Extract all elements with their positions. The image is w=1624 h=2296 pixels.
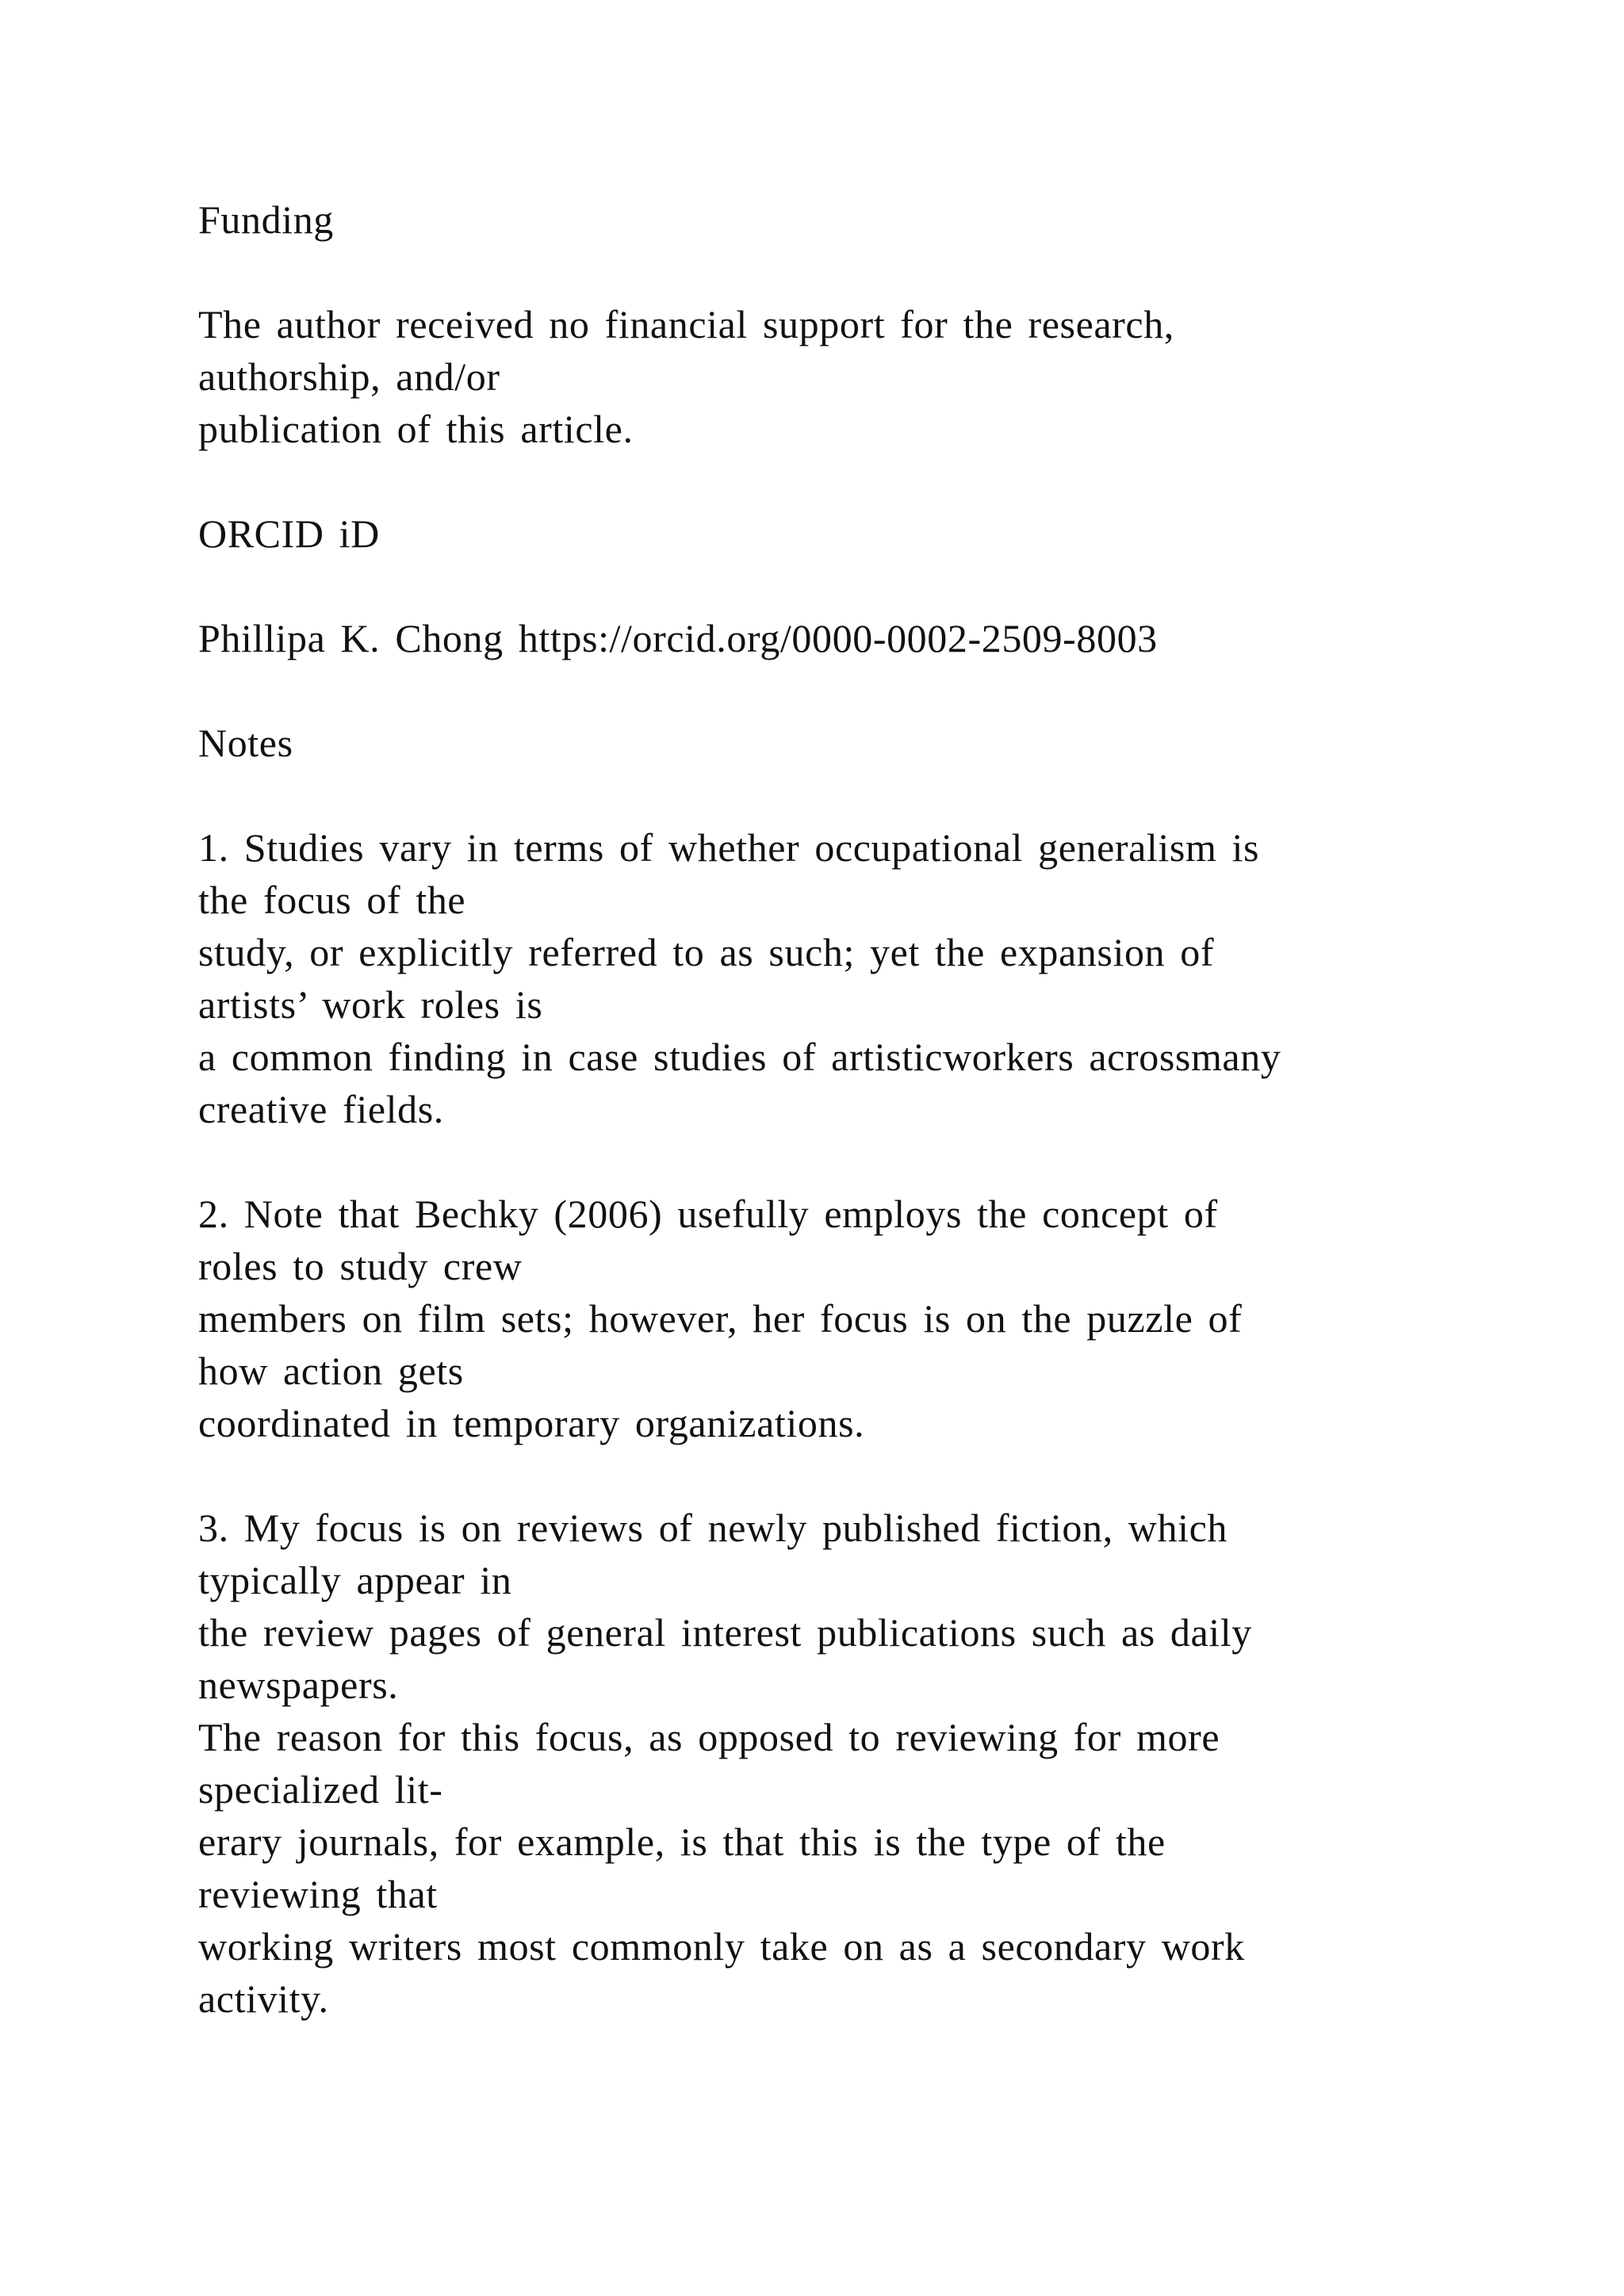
spacer [198,769,1435,821]
spacer [198,1449,1435,1502]
note-2-line: how action gets [198,1349,464,1393]
spacer [198,664,1435,717]
note-3-line: The reason for this focus, as opposed to reviewing for more [198,1715,1220,1759]
funding-text-line: authorship, and/or [198,354,500,399]
spacer [198,560,1435,612]
note-2-line: roles to study crew [198,1244,523,1288]
note-2-line: coordinated in temporary organizations. [198,1401,865,1445]
orcid-heading: ORCID iD [198,511,380,556]
note-3-line: reviewing that [198,1872,438,1916]
note-1-line: 1. Studies vary in terms of whether occupational generalism is [198,825,1260,870]
note-1-line: study, or explicitly referred to as such; yet the expansion of [198,930,1215,974]
orcid-line: Phillipa K. Chong https://orcid.org/0000-0002-2509-8003 [198,616,1158,660]
spacer [198,246,1435,298]
notes-heading: Notes [198,721,293,765]
note-1-line: a common finding in case studies of artisticworkers acrossmany [198,1035,1281,1079]
note-3-line: typically appear in [198,1558,512,1602]
note-1-line: artists’ work roles is [198,982,543,1027]
note-3-line: erary journals, for example, is that this is the type of the [198,1820,1166,1864]
note-3-line: 3. My focus is on reviews of newly published fiction, which [198,1506,1228,1550]
funding-text-line: publication of this article. [198,407,634,451]
note-3-line: working writers most commonly take on as a secondary work [198,1924,1245,1969]
note-3-line: newspapers. [198,1663,399,1707]
note-1-line: the focus of the [198,878,466,922]
note-3-line: activity. [198,1976,329,2021]
spacer [198,455,1435,507]
note-2-line: members on film sets; however, her focus is on the puzzle of [198,1296,1243,1341]
spacer [198,1135,1435,1188]
funding-heading: Funding [198,197,334,242]
funding-text-line: The author received no financial support for the research, [198,302,1174,346]
note-3-line: the review pages of general interest publications such as daily [198,1610,1252,1655]
note-1-line: creative fields. [198,1087,444,1131]
note-3-line: specialized lit- [198,1767,443,1812]
document-page [198,193,1435,2025]
note-2-line: 2. Note that Bechky (2006) usefully employs the concept of [198,1192,1218,1236]
